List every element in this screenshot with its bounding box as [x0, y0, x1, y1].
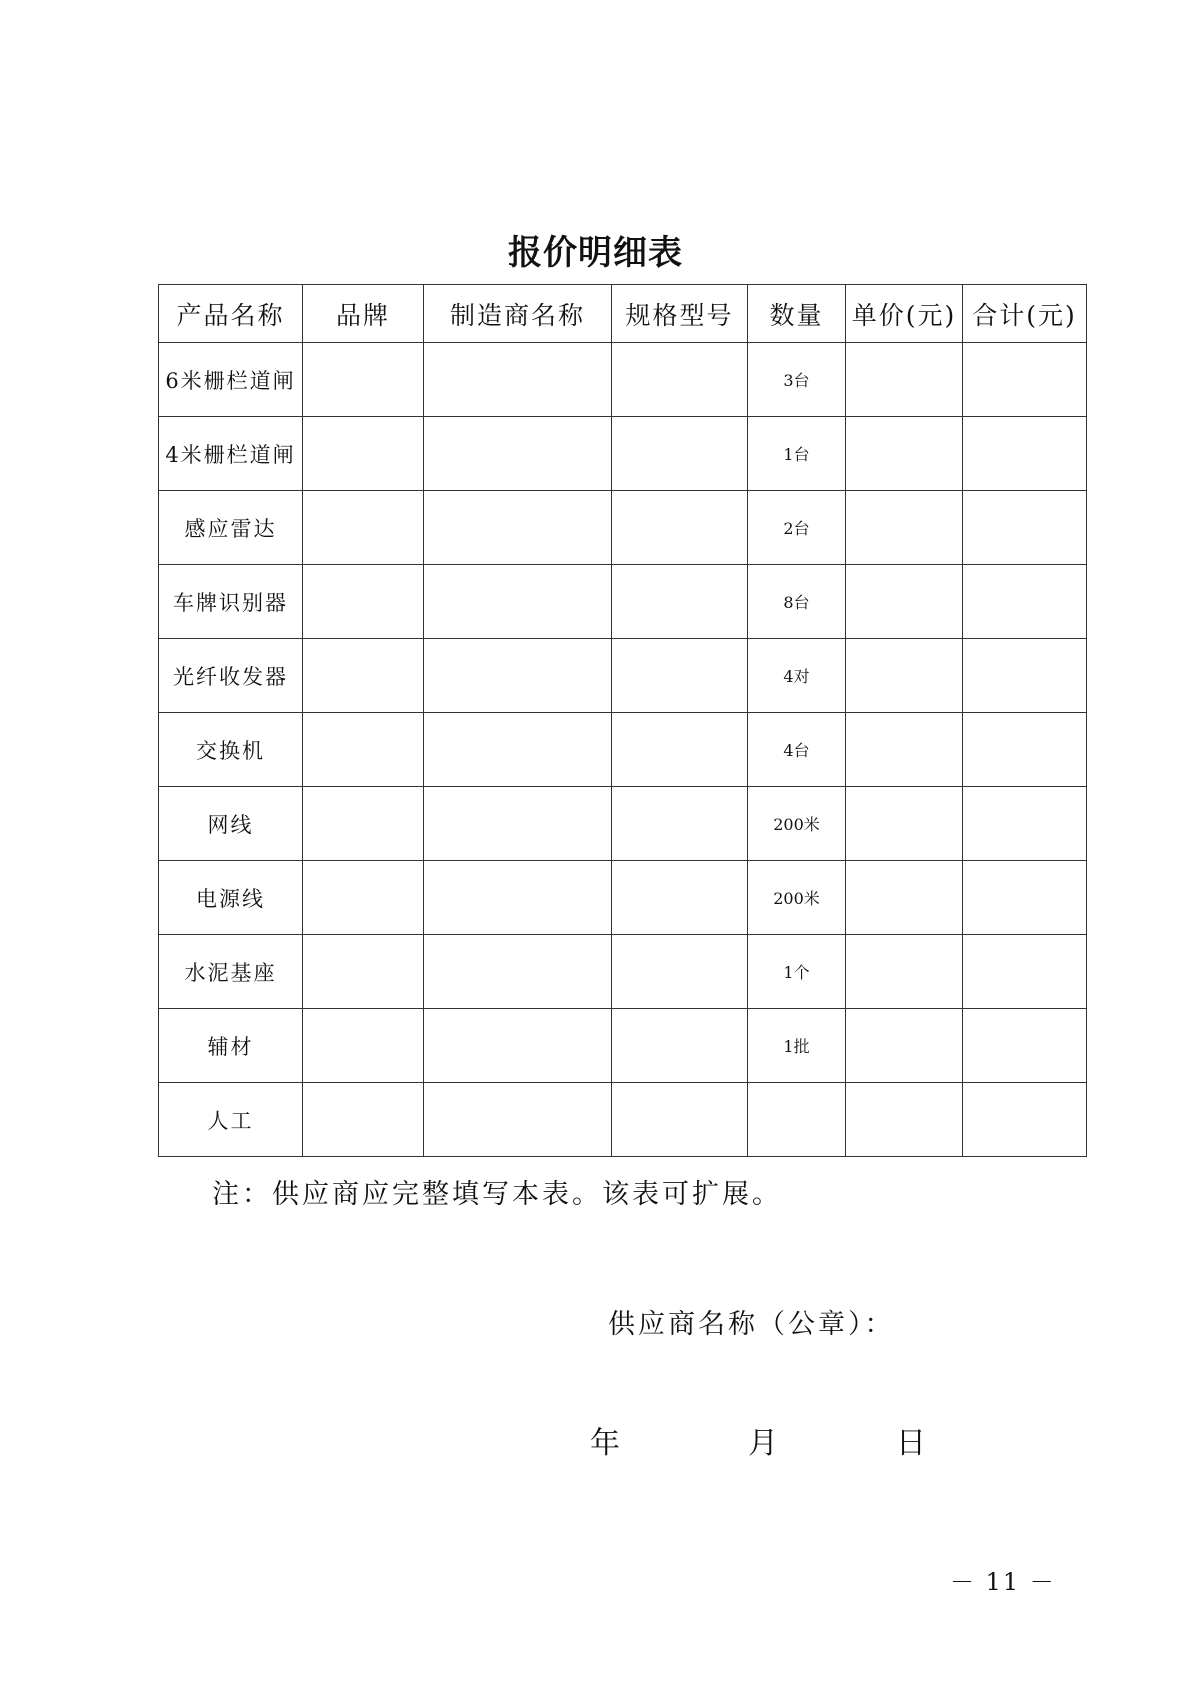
product-name-cell: 6米栅栏道闸: [159, 343, 303, 417]
quantity-cell: 1个: [748, 935, 846, 1009]
table-note: 注：供应商应完整填写本表。该表可扩展。: [212, 1179, 782, 1210]
quantity-cell: 4对: [748, 639, 846, 713]
document-title: 报价明细表: [508, 233, 683, 273]
unit-price-cell[interactable]: [846, 343, 963, 417]
table-row: [159, 787, 1087, 861]
product-name-cell: 光纤收发器: [159, 639, 303, 713]
total-cell[interactable]: [963, 491, 1087, 565]
spec-cell[interactable]: [612, 343, 748, 417]
spec-cell[interactable]: [612, 935, 748, 1009]
product-name-cell: 车牌识别器: [159, 565, 303, 639]
spec-cell[interactable]: [612, 639, 748, 713]
manufacturer-cell[interactable]: [424, 935, 612, 1009]
header-unit-price: 单价(元): [846, 285, 963, 343]
unit-price-cell[interactable]: [846, 787, 963, 861]
product-name-cell: 交换机: [159, 713, 303, 787]
product-name-cell: 4米栅栏道闸: [159, 417, 303, 491]
product-name-cell: 人工: [159, 1083, 303, 1157]
brand-cell[interactable]: [303, 639, 424, 713]
total-cell[interactable]: [963, 417, 1087, 491]
day-label: 日: [896, 1426, 926, 1461]
quantity-cell: 4台: [748, 713, 846, 787]
brand-cell[interactable]: [303, 1009, 424, 1083]
header-spec-model: 规格型号: [612, 285, 748, 343]
table-row: [159, 1009, 1087, 1083]
year-label: 年: [590, 1426, 620, 1461]
table-row: [159, 417, 1087, 491]
manufacturer-cell[interactable]: [424, 1083, 612, 1157]
month-label: 月: [748, 1426, 778, 1461]
manufacturer-cell[interactable]: [424, 1009, 612, 1083]
header-total: 合计(元): [963, 285, 1087, 343]
table-row: [159, 565, 1087, 639]
total-cell[interactable]: [963, 787, 1087, 861]
total-cell[interactable]: [963, 1083, 1087, 1157]
total-cell[interactable]: [963, 861, 1087, 935]
product-name-cell: 电源线: [159, 861, 303, 935]
spec-cell[interactable]: [612, 565, 748, 639]
manufacturer-cell[interactable]: [424, 491, 612, 565]
manufacturer-cell[interactable]: [424, 713, 612, 787]
quantity-cell: 1台: [748, 417, 846, 491]
brand-cell[interactable]: [303, 491, 424, 565]
header-quantity: 数量: [748, 285, 846, 343]
manufacturer-cell[interactable]: [424, 417, 612, 491]
quantity-cell: 1批: [748, 1009, 846, 1083]
unit-price-cell[interactable]: [846, 1083, 963, 1157]
header-brand: 品牌: [303, 285, 424, 343]
total-cell[interactable]: [963, 565, 1087, 639]
total-cell[interactable]: [963, 343, 1087, 417]
quantity-cell: [748, 1083, 846, 1157]
table-row: [159, 1083, 1087, 1157]
manufacturer-cell[interactable]: [424, 565, 612, 639]
table-row: [159, 861, 1087, 935]
spec-cell[interactable]: [612, 1083, 748, 1157]
quantity-cell: 3台: [748, 343, 846, 417]
table-row: [159, 491, 1087, 565]
quantity-cell: 8台: [748, 565, 846, 639]
table-row: [159, 639, 1087, 713]
brand-cell[interactable]: [303, 935, 424, 1009]
unit-price-cell[interactable]: [846, 565, 963, 639]
quantity-cell: 200米: [748, 861, 846, 935]
spec-cell[interactable]: [612, 417, 748, 491]
unit-price-cell[interactable]: [846, 639, 963, 713]
unit-price-cell[interactable]: [846, 491, 963, 565]
unit-price-cell[interactable]: [846, 861, 963, 935]
supplier-name-label: 供应商名称（公章）：: [608, 1309, 895, 1340]
table-row: [159, 713, 1087, 787]
spec-cell[interactable]: [612, 861, 748, 935]
manufacturer-cell[interactable]: [424, 787, 612, 861]
quantity-cell: 200米: [748, 787, 846, 861]
product-name-cell: 水泥基座: [159, 935, 303, 1009]
total-cell[interactable]: [963, 713, 1087, 787]
manufacturer-cell[interactable]: [424, 343, 612, 417]
product-name-cell: 网线: [159, 787, 303, 861]
quantity-cell: 2台: [748, 491, 846, 565]
spec-cell[interactable]: [612, 787, 748, 861]
header-manufacturer: 制造商名称: [424, 285, 612, 343]
date-line: [590, 1418, 930, 1461]
brand-cell[interactable]: [303, 565, 424, 639]
brand-cell[interactable]: [303, 861, 424, 935]
quote-detail-table: [158, 284, 1087, 1157]
total-cell[interactable]: [963, 1009, 1087, 1083]
product-name-cell: 感应雷达: [159, 491, 303, 565]
unit-price-cell[interactable]: [846, 417, 963, 491]
spec-cell[interactable]: [612, 713, 748, 787]
brand-cell[interactable]: [303, 343, 424, 417]
brand-cell[interactable]: [303, 713, 424, 787]
page-number: － 11 －: [950, 1568, 1056, 1596]
manufacturer-cell[interactable]: [424, 861, 612, 935]
product-name-cell: 辅材: [159, 1009, 303, 1083]
brand-cell[interactable]: [303, 417, 424, 491]
spec-cell[interactable]: [612, 1009, 748, 1083]
table-row: [159, 343, 1087, 417]
table-row: [159, 935, 1087, 1009]
total-cell[interactable]: [963, 935, 1087, 1009]
unit-price-cell[interactable]: [846, 935, 963, 1009]
manufacturer-cell[interactable]: [424, 639, 612, 713]
unit-price-cell[interactable]: [846, 1009, 963, 1083]
brand-cell[interactable]: [303, 1083, 424, 1157]
brand-cell[interactable]: [303, 787, 424, 861]
header-product-name: 产品名称: [159, 285, 303, 343]
spec-cell[interactable]: [612, 491, 748, 565]
total-cell[interactable]: [963, 639, 1087, 713]
unit-price-cell[interactable]: [846, 713, 963, 787]
table-header-row: [159, 285, 1087, 343]
